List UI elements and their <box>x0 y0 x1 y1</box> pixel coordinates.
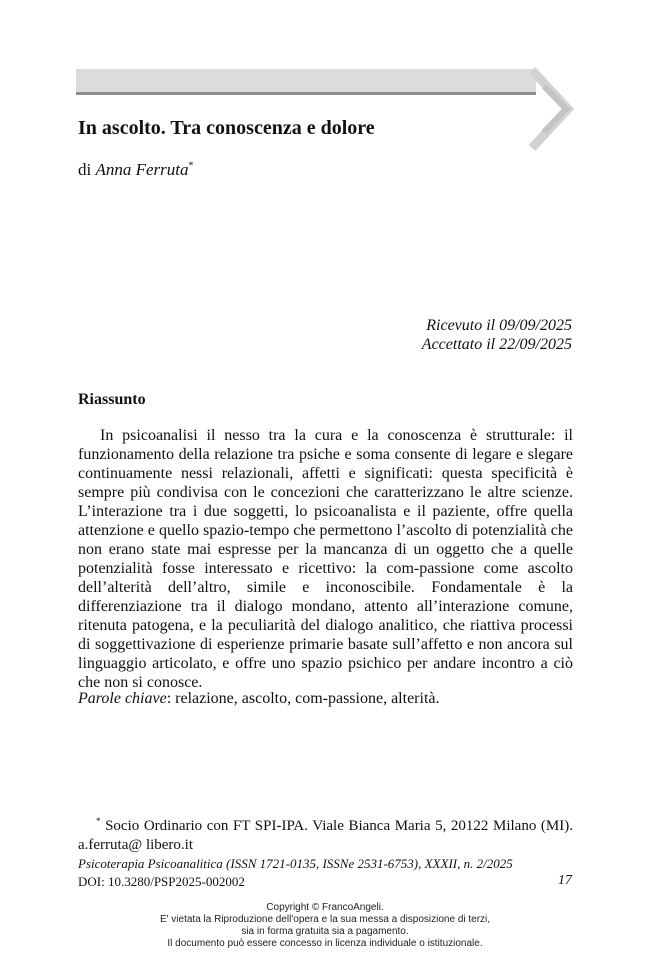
page-number: 17 <box>558 873 572 888</box>
copyright-line: Copyright © FrancoAngeli. <box>266 902 384 913</box>
abstract-heading: Riassunto <box>78 391 146 408</box>
copyright-line: sia in forma gratuita sia a pagamento. <box>241 926 409 937</box>
abstract-text: In psicoanalisi il nesso tra la cura e la conoscenza è strutturale: il funzionamento della relazione tra psiche e soma consente di legare e slegare continuamente nessi relazionali, affetti e significati: questa specificità è sempre più condivisa con le concezioni che caratterizzano le altre scienze. L’interazione tra i due soggetti, lo psicoanalista e il paziente, offre quella attenzione e quello spazio-tempo che permettono l’ascolto di potenzialità che non erano state mai espresse per la mancanza di un oggetto che a quelle potenzialità fosse interessato e ricettivo: la com-passione come ascolto dell’alterità dell’altro, simile e inconoscibile. Fondamentale è la differenziazione tra il dialogo mondano, attento all’interazione comune, ritenuta patogena, e la peculiarità del dialogo analitico, che riattiva processi di soggettivazione di esperienze primarie basate sull’affetto e non ancora sul linguaggio articolato, e offre uno spazio psichico per andare incontro a ciò che non si conosce. <box>78 427 573 691</box>
author-line <box>78 160 194 180</box>
copyright-line: E' vietata la Riproduzione dell'opera e la sua messa a disposizione di terzi, <box>159 914 491 925</box>
journal-citation: Psicoterapia Psicoanalitica (ISSN 1721-0135, ISSNe 2531-6753), XXXII, n. 2/2025 <box>78 856 513 871</box>
copyright-notice <box>0 902 650 950</box>
author-name: Anna Ferruta <box>95 160 189 179</box>
received-date: Ricevuto il 09/09/2025 <box>426 317 572 334</box>
keywords <box>78 690 573 708</box>
header-band <box>76 69 536 93</box>
chevron-arrows-icon <box>528 66 576 152</box>
keywords-label: Parole chiave <box>78 690 167 707</box>
doi: DOI: 10.3280/PSP2025-002002 <box>78 874 245 889</box>
header-rule <box>76 92 536 95</box>
article-title: In ascolto. Tra conoscenza e dolore <box>78 117 375 139</box>
footnote-marker: * <box>96 816 101 826</box>
copyright-line: Il documento può essere concesso in licenza individuale o istituzionale. <box>167 938 483 949</box>
accepted-date: Accettato il 22/09/2025 <box>421 336 572 353</box>
author-footnote-marker: * <box>188 160 194 172</box>
keywords-text: : relazione, ascolto, com-passione, alterità. <box>166 690 440 707</box>
submission-dates <box>422 316 572 354</box>
author-prefix: di <box>78 160 92 179</box>
footnote-text: Socio Ordinario con FT SPI-IPA. Viale Bianca Maria 5, 20122 Milano (MI). a.ferruta@ libero.it <box>78 818 573 853</box>
author-footnote <box>78 812 573 855</box>
